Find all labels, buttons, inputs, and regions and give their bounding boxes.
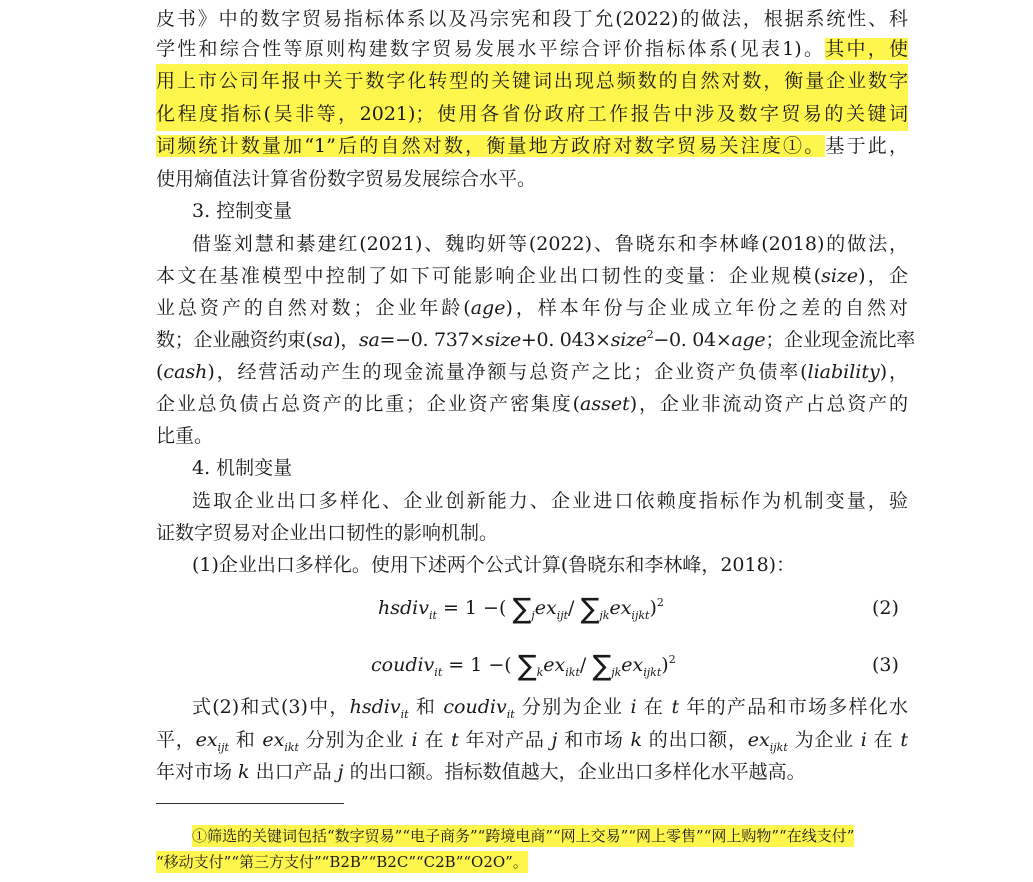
footnote-line1 (156, 823, 908, 849)
variable: liability (807, 361, 880, 383)
heading-text: 4. 机制变量 (192, 457, 293, 479)
text: )，经营活动产生的现金流量净额与总资产之比；企业资产负债率( (207, 361, 808, 383)
p2-line5 (156, 355, 908, 389)
formula-operator: / (579, 654, 593, 676)
text: ( (156, 361, 164, 383)
formula-operator: ) (661, 654, 669, 676)
text: )，企业非流动资产占总资产的 (629, 393, 908, 415)
formula-term: ex (543, 654, 566, 676)
p2-line4 (156, 323, 915, 357)
p1-line3 (156, 64, 908, 98)
text: 借鉴刘慧和綦建红(2021)、魏昀妍等(2022)、鲁晓东和李林峰(2018)的做法， (192, 233, 908, 255)
text: )， (333, 329, 360, 351)
p1-line4 (156, 97, 908, 131)
variable: age (731, 329, 766, 351)
highlighted-text: 其中，使 (825, 38, 908, 60)
text: 的出口额， (641, 729, 748, 751)
formula-operator: = 1 −( (442, 654, 518, 676)
text: 在 (417, 729, 452, 751)
text: 选取企业出口多样化、企业创新能力、企业进口依赖度指标作为机制变量，验 (192, 490, 908, 512)
text: 证数字贸易对企业出口韧性的影响机制。 (156, 522, 499, 544)
text: 的出口额。指标数值越大，企业出口多样化水平越高。 (343, 761, 806, 783)
p5-line1 (192, 690, 908, 724)
heading-text: 3. 控制变量 (192, 200, 293, 222)
text: 企业总负债占总资产的比重；企业资产密集度( (156, 393, 581, 415)
p2-line2 (156, 259, 908, 293)
footnote-text: “移动支付”“第三方支付”“B2B”“B2C”“C2B”“O2O”。 (156, 853, 528, 871)
formula-coudiv (371, 647, 676, 683)
p2-line1 (192, 227, 908, 261)
p2-line6 (156, 387, 908, 421)
subscript: k (536, 666, 544, 679)
highlighted-text: 词频统计数量加“1”后的自然对数，衡量地方政府对数字贸易关注度①。 (156, 135, 826, 157)
variable: size (821, 265, 859, 287)
text: −0. 04× (653, 329, 732, 351)
subscript: ijkt (769, 741, 788, 754)
formula-hsdiv (378, 590, 664, 626)
p4-line1 (192, 548, 908, 582)
sum-symbol: ∑ (517, 649, 537, 682)
text: )，样本年份与企业成立年份之差的自然对 (505, 297, 908, 319)
formula-term: ex (621, 654, 644, 676)
variable: t (671, 696, 680, 718)
subscript: ijkt (631, 609, 650, 622)
subscript: it (506, 708, 515, 721)
p1-line2 (156, 32, 908, 66)
superscript: 2 (656, 596, 664, 609)
text: 比重。 (156, 425, 214, 447)
variable: j (551, 729, 558, 751)
text: 为企业 (787, 729, 861, 751)
variable: t (900, 729, 908, 751)
highlighted-text: 用上市公司年报中关于数字化转型的关键词出现总频数的自然对数，衡量企业数字 (156, 70, 908, 92)
subscript: ikt (565, 666, 580, 679)
text: 皮书》中的数字贸易指标体系以及冯宗宪和段丁允(2022)的做法，根据系统性、科 (156, 8, 908, 30)
subscript: j (531, 609, 535, 622)
variable: i (411, 729, 418, 751)
formula-lhs: hsdiv (378, 597, 429, 619)
text: +0. 043× (520, 329, 611, 351)
variable: ex (262, 729, 285, 751)
subscript: ijt (556, 609, 569, 622)
subscript: it (400, 708, 409, 721)
variable: ex (195, 729, 218, 751)
p5-line3 (156, 755, 908, 789)
variable: t (451, 729, 459, 751)
text: 式(2)和式(3)中， (192, 696, 350, 718)
formula-term: ex (534, 597, 557, 619)
p3-line1 (192, 484, 908, 518)
variable: size (610, 329, 647, 351)
text: 和市场 (557, 729, 631, 751)
variable: sa (312, 329, 334, 351)
text: 分别为企业 (298, 729, 412, 751)
text: 在 (636, 696, 672, 718)
text: ；企业现金流比率 (765, 329, 915, 351)
subscript: it (428, 609, 437, 622)
formula-lhs: coudiv (371, 654, 435, 676)
formula-operator: ) (649, 597, 657, 619)
variable: i (630, 696, 637, 718)
variable: i (860, 729, 867, 751)
variable: coudiv (443, 696, 507, 718)
equation-number: (2) (872, 597, 899, 619)
superscript: 2 (646, 328, 654, 341)
text: 使用熵值法计算省份数字贸易发展综合水平。 (156, 168, 537, 190)
sum-symbol: ∑ (592, 649, 612, 682)
text: )， (879, 361, 908, 383)
footnote-divider (156, 803, 344, 804)
formula-operator: / (568, 597, 581, 619)
text: 年对产品 (458, 729, 552, 751)
variable: k (630, 729, 642, 751)
subscript: ijt (217, 741, 229, 754)
p2-line3 (156, 291, 908, 325)
highlighted-text: 化程度指标(吴非等，2021)；使用各省份政府工作报告中涉及数字贸易的关键词 (156, 103, 908, 125)
footnote-text: ①筛选的关键词包括“数字贸易”“电子商务”“跨境电商”“网上交易”“网上零售”“网上购物”“在线支付” (192, 827, 855, 845)
variable: size (485, 329, 521, 351)
p2-line7 (156, 419, 908, 453)
subscript: jk (611, 666, 622, 679)
section-heading-mechanism-variables (192, 451, 908, 485)
text: 年对市场 (156, 761, 239, 783)
text: 学性和综合性等原则构建数字贸易发展水平综合评价指标体系(见表1)。 (156, 38, 826, 60)
text: (1)企业出口多样化。使用下述两个公式计算(鲁晓东和李林峰，2018)： (192, 554, 796, 576)
text: =−0. 737× (379, 329, 486, 351)
subscript: ikt (284, 741, 299, 754)
text: 业总资产的自然对数；企业年龄( (156, 297, 471, 319)
sum-symbol: ∑ (580, 592, 600, 625)
text: 出口产品 (249, 761, 338, 783)
text: 在 (866, 729, 901, 751)
variable: cash (163, 361, 208, 383)
equation-number: (3) (872, 654, 899, 676)
variable: sa (359, 329, 380, 351)
sum-symbol: ∑ (512, 592, 532, 625)
p1-line6 (156, 162, 908, 196)
text: )，企 (858, 265, 908, 287)
variable: asset (580, 393, 630, 415)
p5-line2 (156, 723, 908, 757)
text: 数；企业融资约束( (156, 329, 313, 351)
text: 平， (156, 729, 196, 751)
text: 分别为企业 (514, 696, 631, 718)
subscript: jk (599, 609, 610, 622)
variable: j (337, 761, 344, 783)
subscript: it (434, 666, 443, 679)
p1-line1 (156, 2, 908, 36)
subscript: ijkt (643, 666, 662, 679)
variable: ex (747, 729, 770, 751)
variable: k (238, 761, 250, 783)
section-heading-control-variables (192, 194, 908, 228)
text: 和 (228, 729, 263, 751)
superscript: 2 (668, 653, 676, 666)
text: 和 (408, 696, 444, 718)
variable: age (470, 297, 506, 319)
text: 年的产品和市场多样化水 (679, 696, 908, 718)
text: 本文在基准模型中控制了如下可能影响企业出口韧性的变量：企业规模( (156, 265, 822, 287)
p1-line5 (156, 129, 908, 163)
formula-operator: = 1 −( (436, 597, 513, 619)
footnote-line2 (156, 849, 908, 875)
text: 基于此， (825, 135, 908, 157)
p3-line2 (156, 516, 908, 550)
variable: hsdiv (349, 696, 401, 718)
formula-term: ex (609, 597, 632, 619)
